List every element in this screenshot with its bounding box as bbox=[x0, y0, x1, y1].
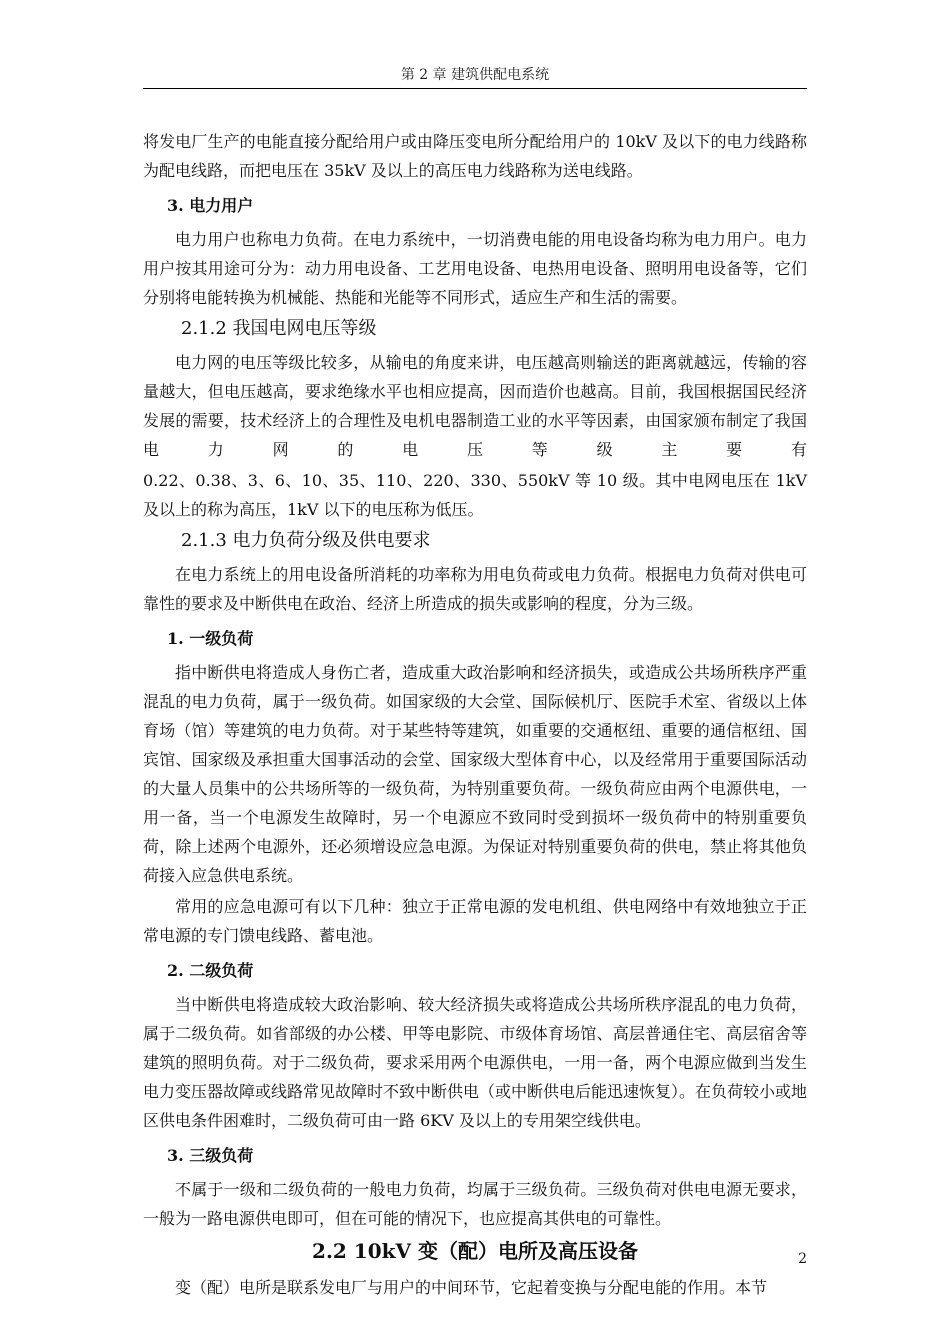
body-content bbox=[143, 127, 807, 1304]
header-rule bbox=[143, 88, 807, 89]
paragraph-load-classification: 在电力系统上的用电设备所消耗的功率称为用电负荷或电力负荷。根据电力负荷对供电可靠性的要求及中断供电在政治、经济上所造成的损失或影响的程度，分为三级。 bbox=[143, 565, 807, 613]
section-heading-2-1-3: 2.1.3 电力负荷分级及供电要求 bbox=[181, 530, 431, 551]
section-heading-2-2: 2.2 10kV 变（配）电所及高压设备 bbox=[312, 1239, 638, 1263]
paragraph-emergency-sources: 常用的应急电源可有以下几种：独立于正常电源的发电机组、供电网络中有效地独立于正常电源的专门馈电线路、蓄电池。 bbox=[143, 897, 807, 945]
heading-class-2-load: 2. 二级负荷 bbox=[167, 961, 254, 980]
heading-power-users: 3. 电力用户 bbox=[167, 196, 254, 215]
heading-class-1-load: 1. 一级负荷 bbox=[167, 629, 254, 648]
paragraph-power-users: 电力用户也称电力负荷。在电力系统中，一切消费电能的用电设备均称为电力用户。电力用户按其用途可分为：动力用电设备、工艺用电设备、电热用电设备、照明用电设备等，它们分别将电能转换为机械能、热能和光能等不同形式，适应生产和生活的需要。 bbox=[143, 230, 807, 307]
heading-class-3-load: 3. 三级负荷 bbox=[167, 1146, 254, 1165]
paragraph-class-1-load: 指中断供电将造成人身伤亡者，造成重大政治影响和经济损失，或造成公共场所秩序严重混乱的电力负荷，属于一级负荷。如国家级的大会堂、国际候机厅、医院手术室、省级以上体育场（馆）等建筑的电力负荷。对于某些特等建筑，如重要的交通枢纽、重要的通信枢纽、国宾馆、国家级及承担重大国事活动的会堂、国家级大型体育中心，以及经常用于重要国际活动的大量人员集中的公共场所等的一级负荷，为特别重要负荷。一级负荷应由两个电源供电，一用一备，当一个电源发生故障时，另一个电源应不致同时受到损坏一级负荷中的特别重要负荷，除上述两个电源外，还必须增设应急电源。为保证对特别重要负荷的供电，禁止将其他负荷接入应急供电系统。 bbox=[143, 663, 807, 885]
paragraph-voltage-levels: 电力网的电压等级比较多，从输电的角度来讲，电压越高则输送的距离就越远，传输的容量越大，但电压越高，要求绝缘水平也相应提高，因而造价也越高。目前，我国根据国民经济发展的需要，技术经济上的合理性及电机电器制造工业的水平等因素，由国家颁布制定了我国电力网的电压等级主要有 bbox=[143, 353, 807, 459]
paragraph-voltage-values: 0.22、0.38、3、6、10、35、110、220、330、550kV 等 10 级。其中电网电压在 1kV 及以上的称为高压，1kV 以下的电压称为低压。 bbox=[143, 471, 807, 519]
paragraph-class-2-load: 当中断供电将造成较大政治影响、较大经济损失或将造成公共场所秩序混乱的电力负荷，属于二级负荷。如省部级的办公楼、甲等电影院、市级体育场馆、高层普通住宅、高层宿舍等建筑的照明负荷。对于二级负荷，要求采用两个电源供电，一用一备，两个电源应做到当发生电力变压器故障或线路常见故障时不致中断供电（或中断供电后能迅速恢复）。在负荷较小或地区供电条件困难时，二级负荷可由一路 6KV 及以上的专用架空线供电。 bbox=[143, 995, 808, 1130]
paragraph-distribution-lines: 将发电厂生产的电能直接分配给用户或由降压变电所分配给用户的 10kV 及以下的电力线路称为配电线路，而把电压在 35kV 及以上的高压电力线路称为送电线路。 bbox=[143, 132, 807, 180]
paragraph-class-3-load: 不属于一级和二级负荷的一般电力负荷，均属于三级负荷。三级负荷对供电电源无要求，一般为一路电源供电即可，但在可能的情况下，也应提高其供电的可靠性。 bbox=[143, 1180, 807, 1228]
paragraph-substation-intro: 变（配）电所是联系发电厂与用户的中间环节，它起着变换与分配电能的作用。本节 bbox=[175, 1278, 768, 1297]
page-number: 2 bbox=[798, 1251, 807, 1267]
running-header: 第 2 章 建筑供配电系统 bbox=[400, 67, 550, 83]
section-heading-2-1-2: 2.1.2 我国电网电压等级 bbox=[181, 318, 377, 339]
